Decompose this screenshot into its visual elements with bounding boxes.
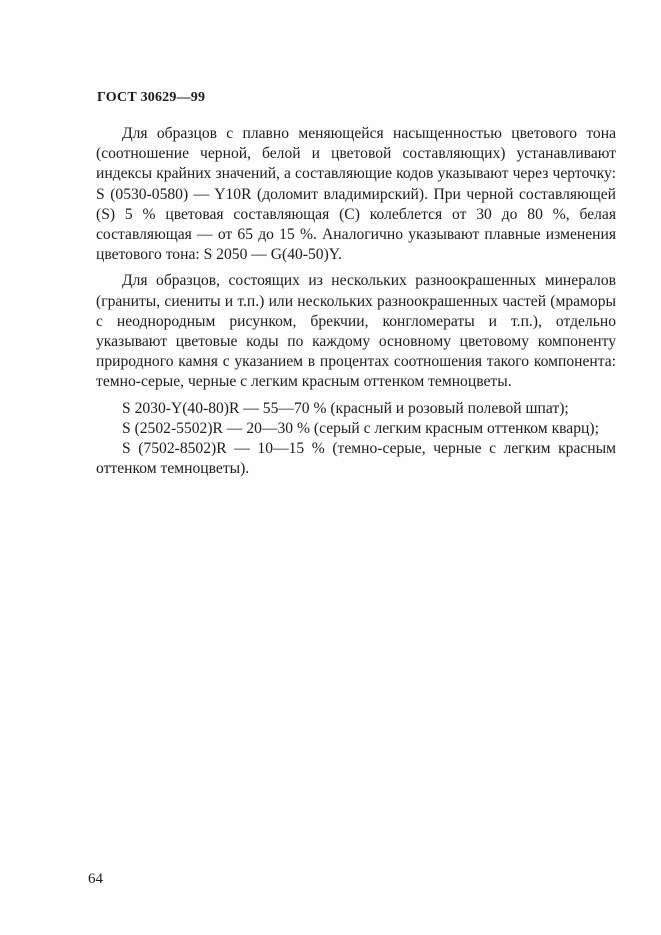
color-code-line-quartz: S (2502-5502)R — 20—30 % (серый с легким красным оттенком кварц); (122, 419, 599, 437)
standard-designation: ГОСТ 30629—99 (97, 90, 206, 105)
paragraph-gradual-saturation: Для образцов с плавно меняющейся насыщенностью цветового тона (соотношение черной, белой и цветовой составляющих) устанавливают индексы крайних значений, а составляющие кодов указывают через черточку: S (0530-0580) — Y10R (доломит владимирский). При черной составляющей (S) 5 % цветовая составляющая (С) колеблется от 30 до 80 %, белая составляющая — от 65 до 15 %. Аналогично указывают плавные изменения цветового тона: S 2050 — G(40-50)Y. (96, 125, 616, 264)
color-code-line-feldspar: S 2030-Y(40-80)R — 55—70 % (красный и розовый полевой шпат); (122, 399, 569, 417)
paragraph-multicolored-samples: Для образцов, состоящих из нескольких разноокрашенных минералов (граниты, сиениты и т.п.) или нескольких разноокрашенных частей (мраморы с неоднородным рисунком, брекчии, конгломераты и т.п.), отдельно указывают цветовые коды по каждому основному цветовому компоненту природного камня с указанием в процентах соотношения такого компонента: темно-серые, черные с легким красным оттенком темноцветы. (96, 272, 616, 391)
page-number: 64 (88, 871, 103, 887)
body-text (96, 124, 616, 479)
color-code-line-dark-minerals: S (7502-8502)R — 10—15 % (темно-серые, черные с легким красным оттенком темноцветы). (96, 440, 616, 478)
